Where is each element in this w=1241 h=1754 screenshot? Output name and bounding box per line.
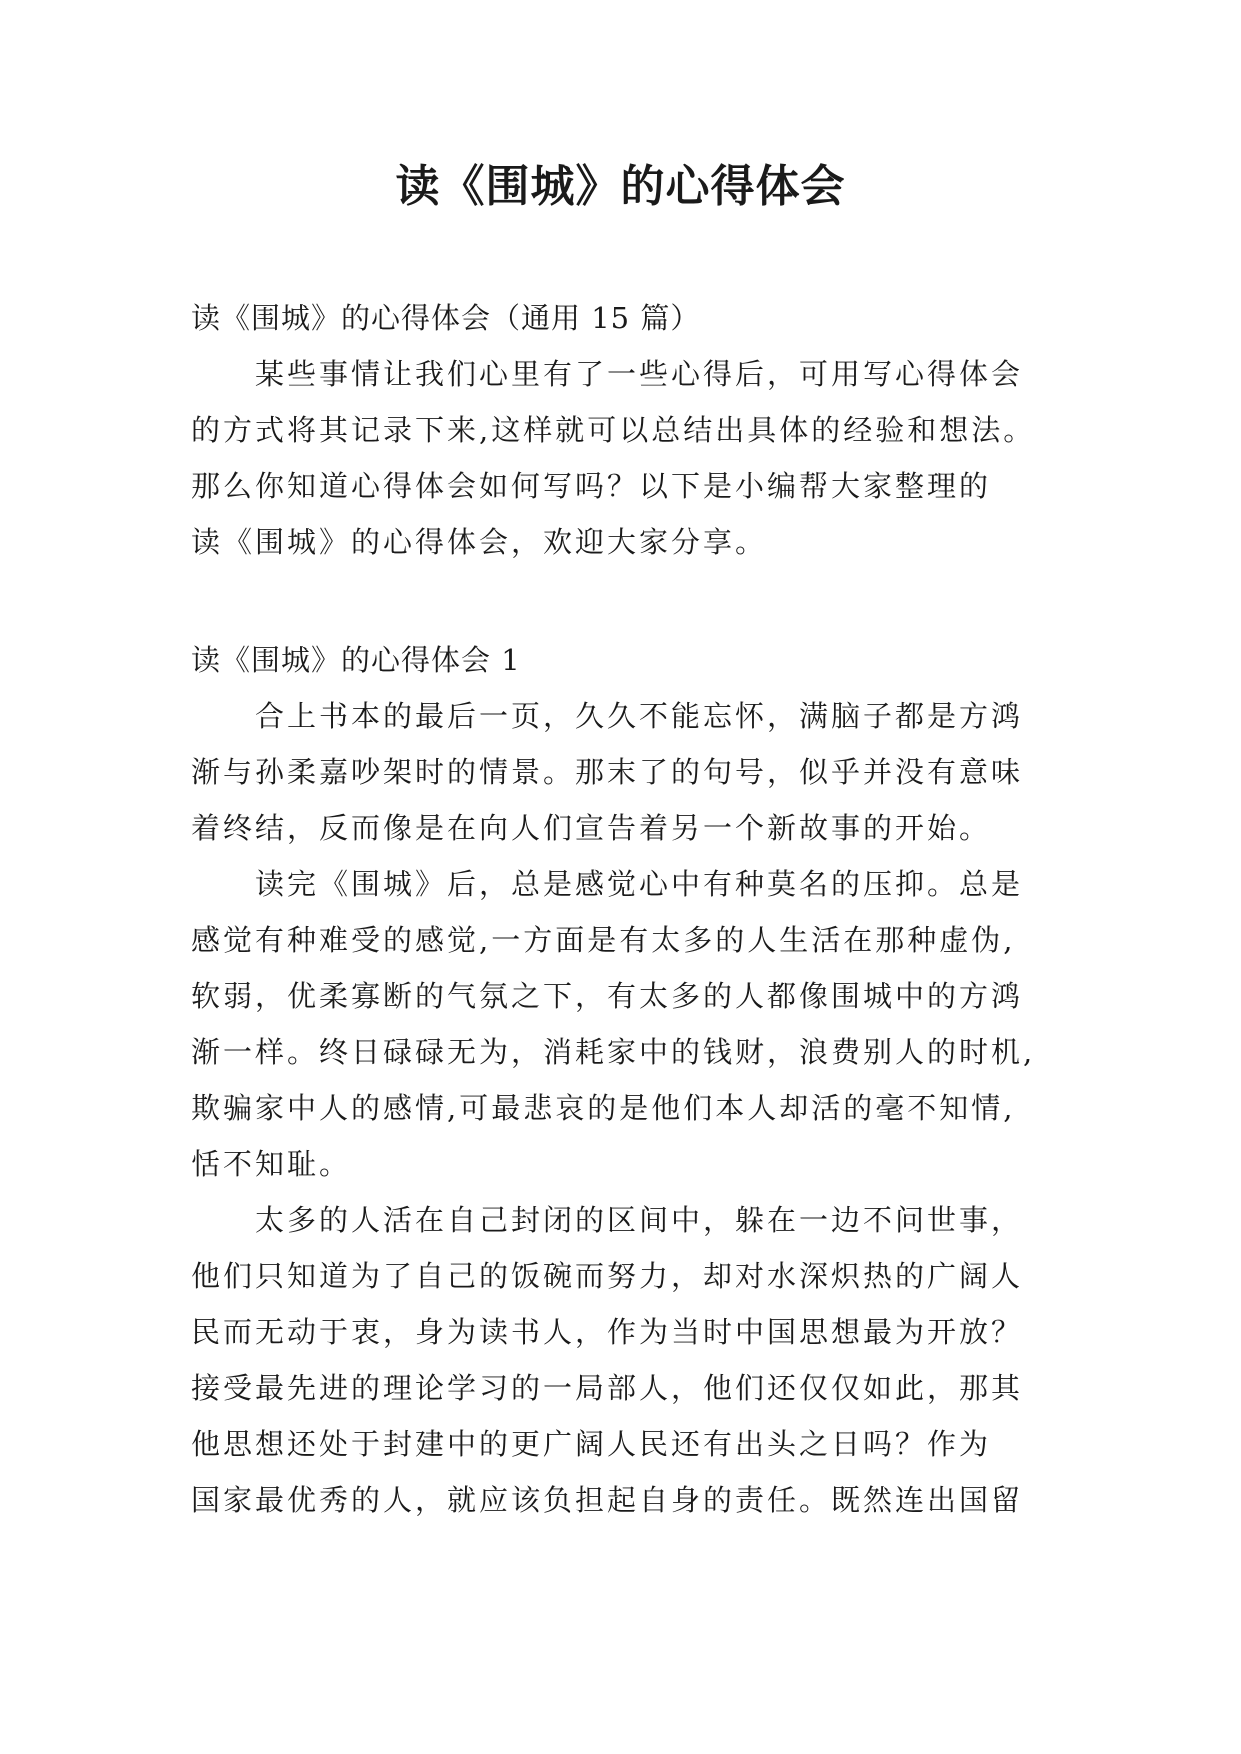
text-line: 国家最优秀的人，就应该负担起自身的责任。既然连出国留 [191,1483,1024,1517]
document-title: 读《围城》的心得体会 [395,161,846,212]
text-line: 读《围城》的心得体会，欢迎大家分享。 [191,525,768,559]
text-line: 某些事情让我们心里有了一些心得后，可用写心得体会 [255,357,1024,391]
text-line: 着终结，反而像是在向人们宣告着另一个新故事的开始。 [191,811,992,845]
paragraph-3 [191,1192,1059,1528]
text-line: 欺骗家中人的感情,可最悲哀的是他们本人却活的毫不知情, [191,1091,1016,1125]
document-body [191,290,1059,1528]
text-line: 他思想还处于封建中的更广阔人民还有出头之日吗？作为 [191,1427,992,1461]
text-line: 合上书本的最后一页，久久不能忘怀，满脑子都是方鸿 [255,699,1024,733]
text-line: 他们只知道为了自己的饭碗而努力，却对水深炽热的广阔人 [191,1259,1024,1293]
text-line: 读完《围城》后，总是感觉心中有种莫名的压抑。总是 [255,867,1024,901]
text-line: 渐与孙柔嘉吵架时的情景。那末了的句号，似乎并没有意味 [191,755,1024,789]
section-gap [191,570,1059,632]
text-line: 感觉有种难受的感觉,一方面是有太多的人生活在那种虚伪, [191,923,1016,957]
text-line: 的方式将其记录下来,这样就可以总结出具体的经验和想法。 [191,413,1036,447]
text-line: 软弱，优柔寡断的气氛之下，有太多的人都像围城中的方鸿 [191,979,1024,1013]
text-line: 民而无动于衷，身为读书人，作为当时中国思想最为开放？ [191,1315,1024,1349]
section-heading: 读《围城》的心得体会 1 [191,643,521,677]
document-subtitle: 读《围城》的心得体会（通用 15 篇） [191,301,701,335]
intro-paragraph [191,346,1059,570]
paragraph-1 [191,688,1059,856]
paragraph-2 [191,856,1059,1192]
text-line: 那么你知道心得体会如何写吗？以下是小编帮大家整理的 [191,469,992,503]
text-line: 接受最先进的理论学习的一局部人，他们还仅仅如此，那其 [191,1371,1024,1405]
text-line: 太多的人活在自己封闭的区间中，躲在一边不问世事， [255,1203,1024,1237]
text-line: 渐一样。终日碌碌无为，消耗家中的钱财，浪费别人的时机, [191,1035,1036,1069]
text-line: 恬不知耻。 [191,1147,352,1181]
